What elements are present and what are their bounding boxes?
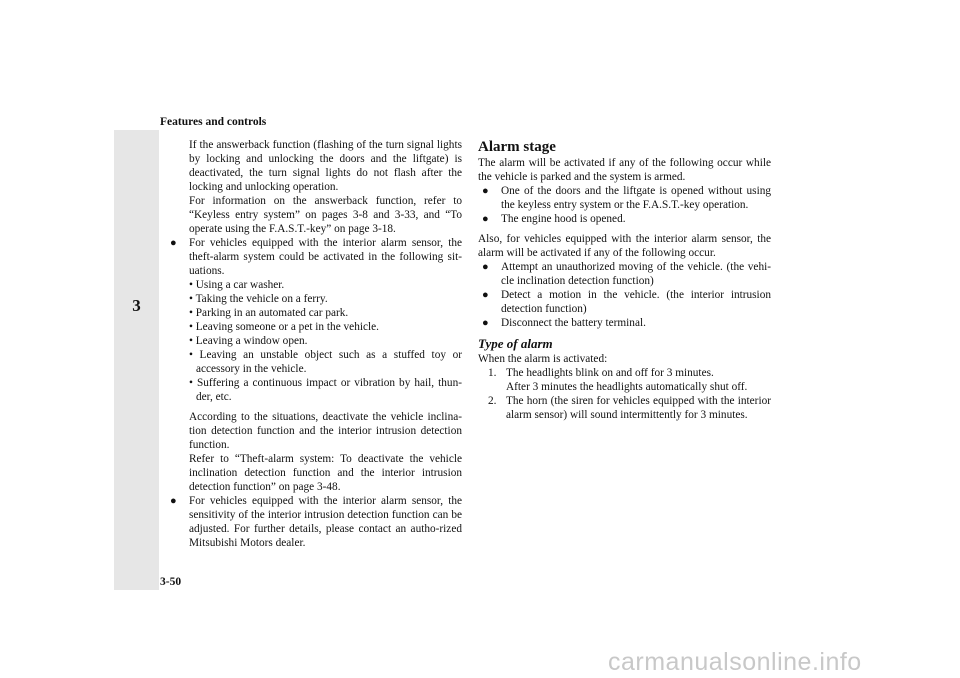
bullet-dot-icon: ● bbox=[482, 261, 489, 273]
bullet-dot-icon: ● bbox=[482, 213, 489, 225]
step-text: The horn (the siren for vehicles equipped with the interior alarm sensor) will sound intermittently for 3 minutes. bbox=[506, 395, 771, 421]
bullet-item bbox=[166, 236, 462, 278]
bullet-text: Attempt an unauthorized moving of the vehicle. (the vehi-cle inclination detection function) bbox=[501, 261, 771, 287]
alarm-stage-intro: The alarm will be activated if any of the following occur while the vehicle is parked and the system is armed. bbox=[478, 157, 771, 183]
deactivate-reference: Refer to “Theft-alarm system: To deactivate the vehicle inclination detection function and the interior intrusion detection function” on page 3-48. bbox=[189, 453, 462, 493]
left-column bbox=[166, 138, 462, 550]
situation-item: • Taking the vehicle on a ferry. bbox=[189, 293, 328, 305]
bullet-text: For vehicles equipped with the interior alarm sensor, the sensitivity of the interior intrusion detection function can be adjusted. For further details, please contact an autho-rized Mitsubishi Motors dealer. bbox=[189, 495, 462, 549]
step-extra: After 3 minutes the headlights automatically shut off. bbox=[506, 381, 748, 393]
bullet-item bbox=[478, 212, 771, 226]
bullet-text: For vehicles equipped with the interior alarm sensor, the theft-alarm system could be activated in the following sit-uations. bbox=[189, 237, 462, 277]
bullet-dot-icon: ● bbox=[482, 185, 489, 197]
section-tab bbox=[114, 130, 159, 590]
bullet-item bbox=[478, 260, 771, 288]
alarm-activated-intro: When the alarm is activated: bbox=[478, 353, 608, 365]
right-column bbox=[478, 138, 771, 422]
bullet-dot-icon: ● bbox=[170, 495, 177, 507]
deactivate-advice: According to the situations, deactivate the vehicle inclina-tion detection function and the interior intrusion detection function. bbox=[189, 411, 462, 451]
bullet-dot-icon: ● bbox=[482, 317, 489, 329]
running-header: Features and controls bbox=[160, 116, 267, 128]
situation-item: • Suffering a continuous impact or vibration by hail, thun-der, etc. bbox=[189, 377, 462, 403]
step-number: 2. bbox=[488, 395, 497, 407]
bullet-text: Disconnect the battery terminal. bbox=[501, 317, 646, 329]
bullet-item bbox=[478, 316, 771, 330]
bullet-item bbox=[166, 494, 462, 550]
section-heading: Alarm stage bbox=[478, 139, 556, 155]
bullet-item bbox=[478, 288, 771, 316]
situation-item: • Parking in an automated car park. bbox=[189, 307, 349, 319]
numbered-step bbox=[478, 394, 771, 422]
answerback-reference: For information on the answerback function, refer to “Keyless entry system” on pages 3-8 and 3-33, and “To operate using the F.A.S.T.-key” on page 3-18. bbox=[189, 195, 462, 235]
section-number: 3 bbox=[132, 296, 141, 315]
numbered-step bbox=[478, 366, 771, 394]
watermark: carmanualsonline.info bbox=[608, 648, 862, 676]
bullet-dot-icon: ● bbox=[482, 289, 489, 301]
bullet-text: Detect a motion in the vehicle. (the interior intrusion detection function) bbox=[501, 289, 771, 315]
step-text: The headlights blink on and off for 3 minutes. bbox=[506, 367, 714, 379]
answerback-note: If the answerback function (flashing of the turn signal lights by locking and unlocking the doors and the liftgate) is deactivated, the turn signal lights do not flash after the locking and unlocking operation. bbox=[189, 139, 462, 193]
situation-item: • Using a car washer. bbox=[189, 279, 285, 291]
step-number: 1. bbox=[488, 367, 497, 379]
subsection-heading: Type of alarm bbox=[478, 336, 553, 351]
situation-item: • Leaving someone or a pet in the vehicle. bbox=[189, 321, 379, 333]
page-number: 3-50 bbox=[160, 576, 182, 588]
situation-item: • Leaving an unstable object such as a stuffed toy or accessory in the vehicle. bbox=[189, 349, 462, 375]
bullet-dot-icon: ● bbox=[170, 237, 177, 249]
interior-sensor-intro: Also, for vehicles equipped with the interior alarm sensor, the alarm will be activated if any of the following occur. bbox=[478, 233, 771, 259]
bullet-text: One of the doors and the liftgate is opened without using the keyless entry system or the F.A.S.T.-key operation. bbox=[501, 185, 771, 211]
bullet-item bbox=[478, 184, 771, 212]
bullet-text: The engine hood is opened. bbox=[501, 213, 626, 225]
situation-item: • Leaving a window open. bbox=[189, 335, 308, 347]
